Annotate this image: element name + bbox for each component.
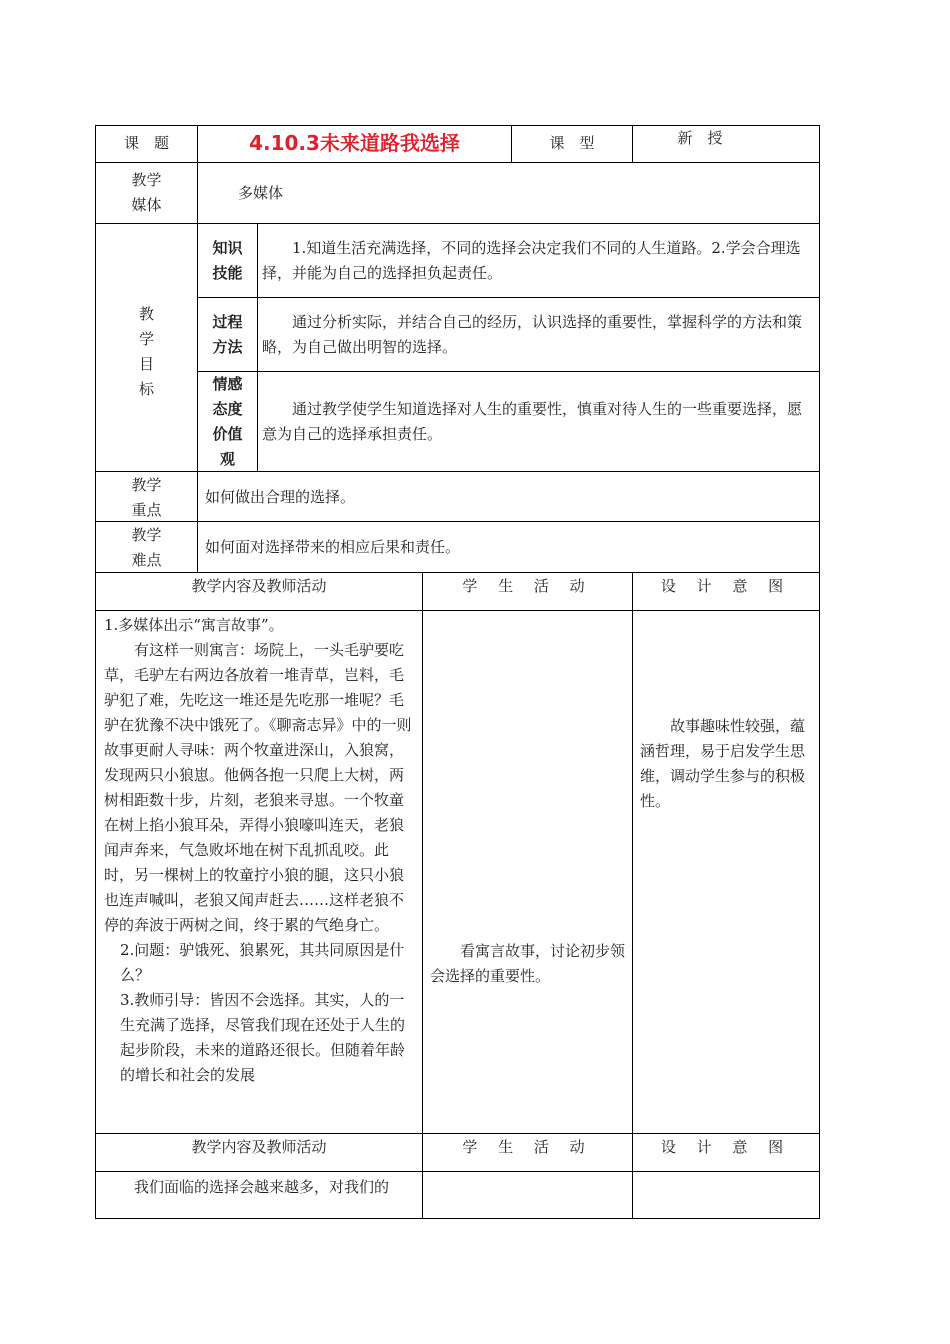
process-label: 过程 方法 bbox=[212, 313, 243, 356]
content-paragraph-2: 有这样一则寓言：场院上，一头毛驴要吃草，毛驴左右两边各放着一堆青草，岂料，毛驴犯了难，先吃这一堆还是先吃那一堆呢？毛驴在犹豫不决中饿死了。《聊斋志异》中的一则故事更耐人寻味：两个牧童进深山，入狼窝，发现两只小狼崽。他俩各抱一只爬上大树，两树相距数十步，片刻，老狼来寻崽。一个牧童在树上掐小狼耳朵，弄得小狼嚎叫连天，老狼闻声奔来，气急败坏地在树下乱抓乱咬。此时，另一棵树上的牧童拧小狼的腿，这只小狼也连声喊叫，老狼又闻声赶去……这样老狼不停的奔波于两树之间，终于累的气绝身亡。 bbox=[104, 641, 412, 934]
row-divider bbox=[95, 162, 820, 163]
topic-label: 课 题 bbox=[123, 134, 169, 152]
teaching-content bbox=[104, 613, 416, 1088]
media-value: 多媒体 bbox=[238, 184, 284, 202]
knowledge-text: 1.知道生活充满选择，不同的选择会决定我们不同的人生道路。2.学会合理选择，并能为自己的选择担负起责任。 bbox=[262, 239, 801, 282]
difficulty-value: 如何面对选择带来的相应后果和责任。 bbox=[205, 538, 461, 556]
row-divider bbox=[197, 371, 820, 372]
table-border-left bbox=[95, 125, 96, 1219]
table-border-bottom bbox=[95, 1218, 820, 1219]
student-activity: 看寓言故事，讨论初步领会选择的重要性。 bbox=[430, 942, 626, 985]
lesson-title: 4.10.3未来道路我选择 bbox=[249, 131, 460, 155]
row-divider bbox=[95, 1133, 820, 1134]
row-divider bbox=[95, 610, 820, 611]
media-label: 教学 媒体 bbox=[131, 171, 162, 214]
table-border-right bbox=[819, 125, 820, 1219]
row-divider bbox=[95, 1171, 820, 1172]
knowledge-label: 知识 技能 bbox=[212, 239, 243, 282]
column-header-content: 教学内容及教师活动 bbox=[191, 577, 327, 595]
type-label: 课 型 bbox=[549, 134, 595, 152]
column-header-student: 学 生 活 动 bbox=[462, 577, 593, 595]
continuation-content: 我们面临的选择会越来越多，对我们的 bbox=[134, 1178, 390, 1196]
content-paragraph-4: 3.教师引导：皆因不会选择。其实，人的一生充满了选择，尽管我们现在还处于人生的起步阶段，未来的道路还很长。但随着年龄的增长和社会的发展 bbox=[120, 991, 406, 1084]
emotion-label: 情感 态度 价值 观 bbox=[212, 375, 243, 468]
content-paragraph-1: 1.多媒体出示“寓言故事”。 bbox=[104, 616, 284, 634]
column-header-design-repeat: 设 计 意 图 bbox=[660, 1138, 792, 1156]
col-divider bbox=[257, 223, 258, 471]
goals-label: 教 学 目 标 bbox=[138, 305, 154, 398]
content-paragraph-3: 2.问题：驴饿死、狼累死，其共同原因是什么？ bbox=[120, 941, 405, 984]
col-divider bbox=[632, 572, 633, 1218]
design-intent: 故事趣味性较强，蕴涵哲理，易于启发学生思维，调动学生参与的积极性。 bbox=[640, 717, 806, 810]
column-header-student-repeat: 学 生 活 动 bbox=[462, 1138, 593, 1156]
emotion-text: 通过教学使学生知道选择对人生的重要性，慎重对待人生的一些重要选择，愿意为自己的选择承担责任。 bbox=[262, 400, 803, 443]
column-header-design: 设 计 意 图 bbox=[660, 577, 792, 595]
col-divider bbox=[422, 572, 423, 1218]
row-divider bbox=[197, 297, 820, 298]
column-header-content-repeat: 教学内容及教师活动 bbox=[191, 1138, 327, 1156]
type-value: 新 授 bbox=[677, 129, 723, 147]
key-point-label: 教学 重点 bbox=[131, 476, 162, 519]
row-divider bbox=[95, 223, 820, 224]
difficulty-label: 教学 难点 bbox=[131, 526, 162, 569]
row-divider bbox=[95, 521, 820, 522]
row-divider bbox=[95, 572, 820, 573]
key-point-value: 如何做出合理的选择。 bbox=[205, 488, 356, 506]
process-text: 通过分析实际，并结合自己的经历，认识选择的重要性，掌握科学的方法和策略，为自己做出明智的选择。 bbox=[262, 313, 803, 356]
